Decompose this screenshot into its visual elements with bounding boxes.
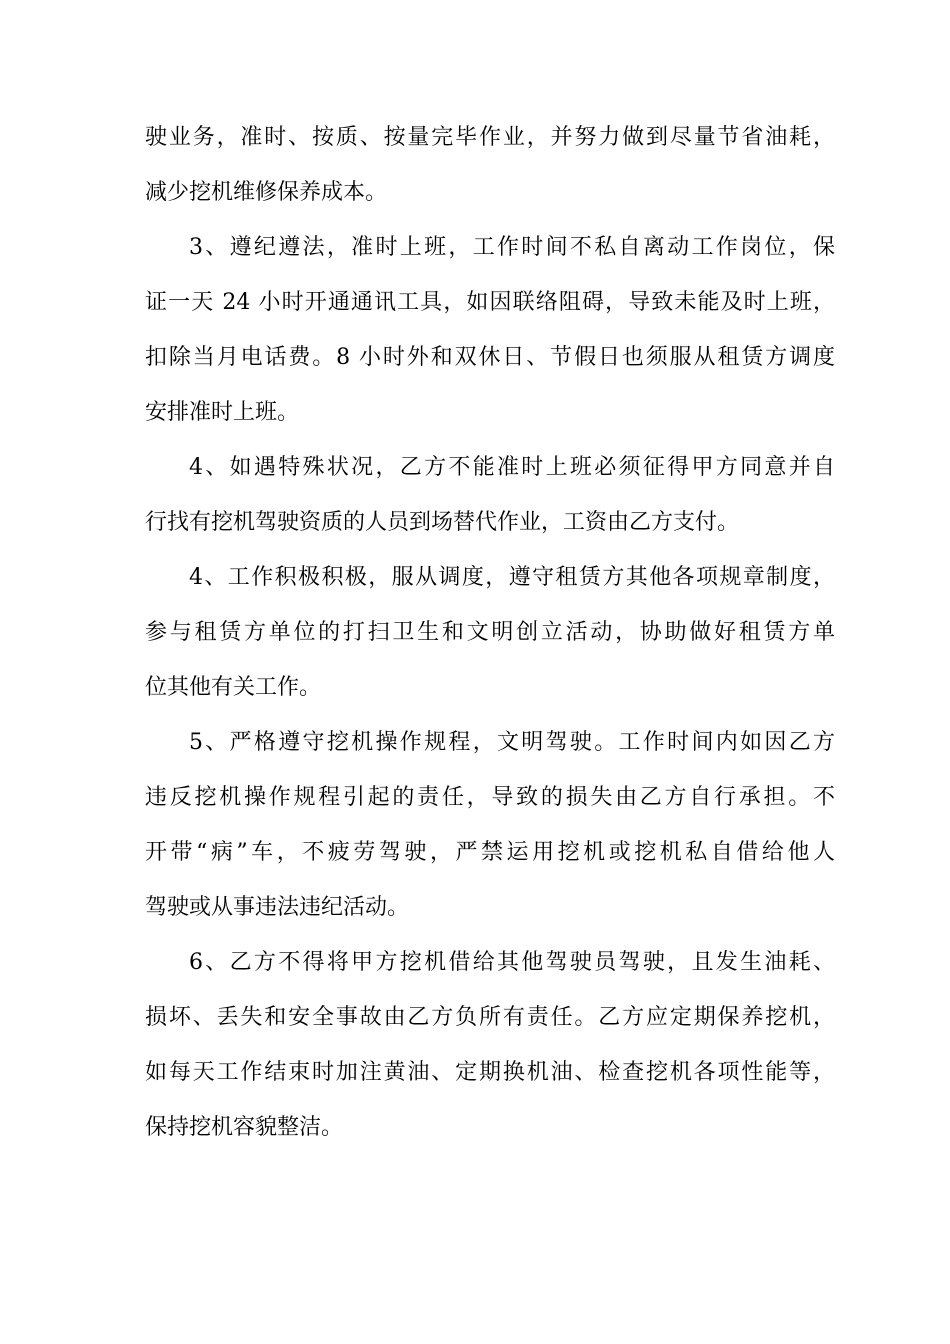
text-line: 位其他有关工作。 <box>145 675 322 700</box>
text-line: 4、如遇特殊状况，乙方不能准时上班必须征得甲方同意并自 <box>189 455 835 480</box>
text-line: 6、乙方不得将甲方挖机借给其他驾驶员驾驶，且发生油耗、 <box>189 950 835 975</box>
text-line: 损坏、丢失和安全事故由乙方负所有责任。乙方应定期保养挖机， <box>145 1005 835 1030</box>
text-line: 违反挖机操作规程引起的责任，导致的损失由乙方自行承担。不 <box>145 785 835 810</box>
text-line: 驶业务，准时、按质、按量完毕作业，并努力做到尽量节省油耗， <box>145 125 835 150</box>
text-line: 参与租赁方单位的打扫卫生和文明创立活动，协助做好租赁方单 <box>145 620 835 645</box>
text-line: 如每天工作结束时加注黄油、定期换机油、检查挖机各项性能等， <box>145 1060 835 1085</box>
text-line: 开带“病”车，不疲劳驾驶，严禁运用挖机或挖机私自借给他人 <box>145 840 835 865</box>
text-line: 驾驶或从事违法违纪活动。 <box>145 895 410 920</box>
text-line: 减少挖机维修保养成本。 <box>145 180 388 205</box>
text-line: 3、遵纪遵法，准时上班，工作时间不私自离动工作岗位，保 <box>189 235 835 260</box>
text-line: 扣除当月电话费。8 小时外和双休日、节假日也须服从租赁方调度 <box>145 345 835 370</box>
body-text <box>145 110 835 1155</box>
text-line: 保持挖机容貌整洁。 <box>145 1115 344 1140</box>
text-line: 5、严格遵守挖机操作规程，文明驾驶。工作时间内如因乙方 <box>189 730 835 755</box>
text-line: 安排准时上班。 <box>145 400 300 425</box>
text-line: 证一天 24 小时开通通讯工具，如因联络阻碍，导致未能及时上班， <box>145 290 835 315</box>
text-line: 4、工作积极积极，服从调度，遵守租赁方其他各项规章制度， <box>189 565 835 590</box>
text-line: 行找有挖机驾驶资质的人员到场替代作业，工资由乙方支付。 <box>145 510 740 535</box>
